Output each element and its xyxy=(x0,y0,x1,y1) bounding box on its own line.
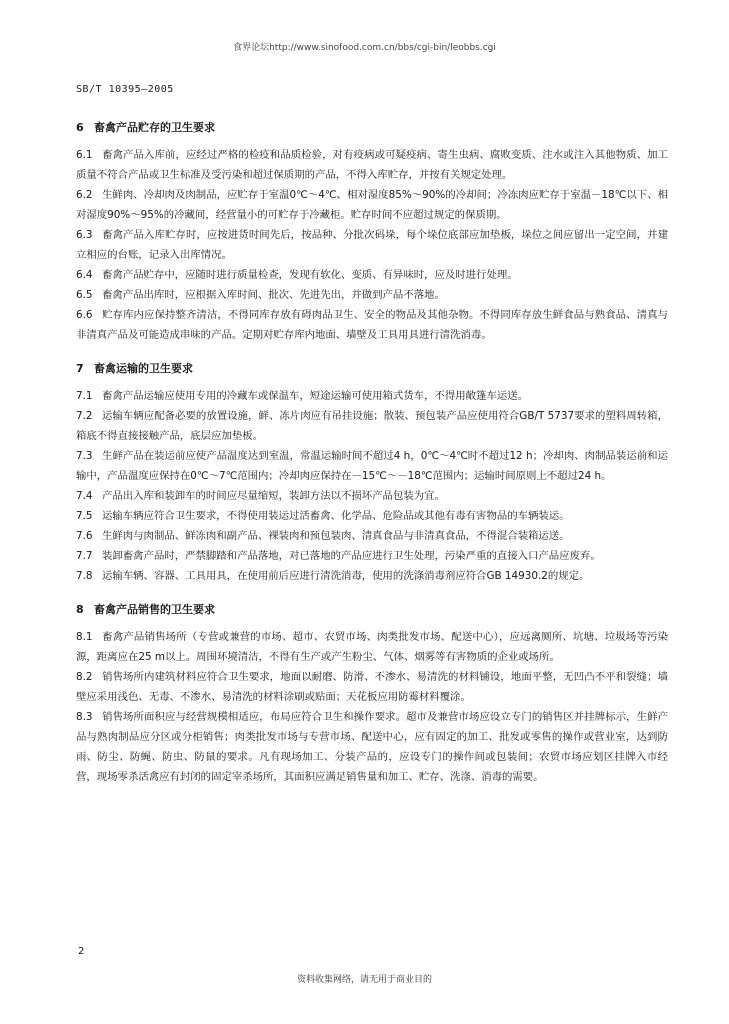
clause: 7.4 产品出入库和装卸车的时间应尽量缩短，装卸方法以不损坏产品包装为宜。 xyxy=(76,490,445,502)
clause: 7.1 畜禽产品运输应使用专用的冷藏车或保温车，短途运输可使用箱式货车，不得用敞篷车运送。 xyxy=(76,390,529,402)
clause: 7.7 装卸畜禽产品时，严禁脚踏和产品落地，对已落地的产品应进行卫生处理，污染严重的直接入口产品应废弃。 xyxy=(76,550,601,562)
clause: 8.2 销售场所内建筑材料应符合卫生要求，地面以耐磨、防滑、不渗水、易清洗的材料铺设，地面平整，无凹凸不平和裂缝；墙壁应采用浅色、无毒、不渗水、易清洗的材料涂刷或贴面；天花板应用防霉材料覆涂。 xyxy=(76,671,668,703)
section-title: 7 畜禽运输的卫生要求 xyxy=(76,362,193,375)
section-title: 8 畜禽产品销售的卫生要求 xyxy=(76,603,215,616)
clause: 6.5 畜禽产品出库时，应根据入库时间、批次、先进先出，并做到产品不落地。 xyxy=(76,289,445,301)
section-title: 6 畜禽产品贮存的卫生要求 xyxy=(76,121,215,134)
clause: 7.3 生鲜产品在装运前应使产品温度达到室温，常温运输时间不超过4 h，0℃～4℃时不超过12 h；冷却肉、肉制品装运前和运输中，产品温度应保持在0℃～7℃范围内；冷却肉应保持在－15℃～－18℃范围内；运输时间原则上不超过24 h。 xyxy=(76,450,668,482)
clause: 6.2 生鲜肉、冷却肉及肉制品，应贮存于室温0℃～4℃、相对湿度85%～90%的冷却间；冷冻肉应贮存于室温－18℃以下、相对湿度90%～95%的冷藏间，经营量小的可贮存于冷藏柜。贮存时间不应超过规定的保质期。 xyxy=(76,189,668,221)
clause: 6.3 畜禽产品入库贮存时，应按进货时间先后，按品种、分批次码垛，每个垛位底部应加垫板，垛位之间应留出一定空间，并建立相应的台账，记录入出库情况。 xyxy=(76,229,668,261)
clause: 7.2 运输车辆应配备必要的放置设施，鲜、冻片肉应有吊挂设施；散装、预包装产品应使用符合GB/T 5737要求的塑料周转箱，箱底不得直接接触产品，底层应加垫板。 xyxy=(76,410,668,442)
page-number: 2 xyxy=(78,946,85,957)
clause: 8.3 销售场所面积应与经营规模相适应，布局应符合卫生和操作要求。超市及兼营市场应设立专门的销售区并挂牌标示，生鲜产品与熟肉制品应分区或分柜销售；肉类批发市场与专营市场、配送中心，应有固定的加工、批发或零售的操作或营业室，达到防雨、防尘、防蝇、防虫、防鼠的要求。凡有现场加工、分装产品的，应设专门的操作间或包装间；农贸市场应划区挂牌入市经营，现场零杀活禽应有封闭的固定宰杀场所，其面积应满足销售量和加工、贮存、洗涤、消毒的需要。 xyxy=(76,711,668,783)
clause: 7.5 运输车辆应符合卫生要求，不得使用装运过活畜禽、化学品、危险品或其他有毒有害物品的车辆装运。 xyxy=(76,510,570,522)
clause: 6.4 畜禽产品贮存中，应随时进行质量检查，发现有软化、变质、有异味时，应及时进行处理。 xyxy=(76,269,518,281)
clause: 6.1 畜禽产品入库前，应经过严格的检疫和品质检验，对有疫病或可疑疫病、寄生虫病、腐败变质、注水或注入其他物质、加工质量不符合产品或卫生标准及受污染和超过保质期的产品，不得入库贮存，并按有关规定处理。 xyxy=(76,149,668,181)
header-source-url: 食界论坛http://www.sinofood.com.cn/bbs/cgi-bin/leobbs.cgi xyxy=(233,43,496,53)
footer-note: 资料收集网络，请无用于商业目的 xyxy=(296,975,432,985)
standard-number: SB/T 10395—2005 xyxy=(76,84,174,95)
clause: 7.6 生鲜肉与肉制品、鲜冻肉和副产品、裸装肉和预包装肉、清真食品与非清真食品，不得混合装箱运送。 xyxy=(76,530,570,542)
clause: 6.6 贮存库内应保持整齐清洁，不得同库存放有碍肉品卫生、安全的物品及其他杂物。不得同库存放生鲜食品与熟食品、清真与非清真产品及可能造成串味的产品。定期对贮存库内地面、墙壁及工具用具进行清洗消毒。 xyxy=(76,309,668,341)
clause: 7.8 运输车辆、容器、工具用具，在使用前后应进行清洗消毒，使用的洗涤消毒剂应符合GB 14930.2的规定。 xyxy=(76,570,590,582)
clause: 8.1 畜禽产品销售场所（专营或兼营的市场、超市、农贸市场、肉类批发市场、配送中心），应远离厕所、坑塘、垃圾场等污染源，距离应在25 m以上。周围环境清洁，不得有生产或产生粉尘、气体、烟雾等有害物质的企业或场所。 xyxy=(76,631,668,663)
document-body xyxy=(76,120,668,787)
